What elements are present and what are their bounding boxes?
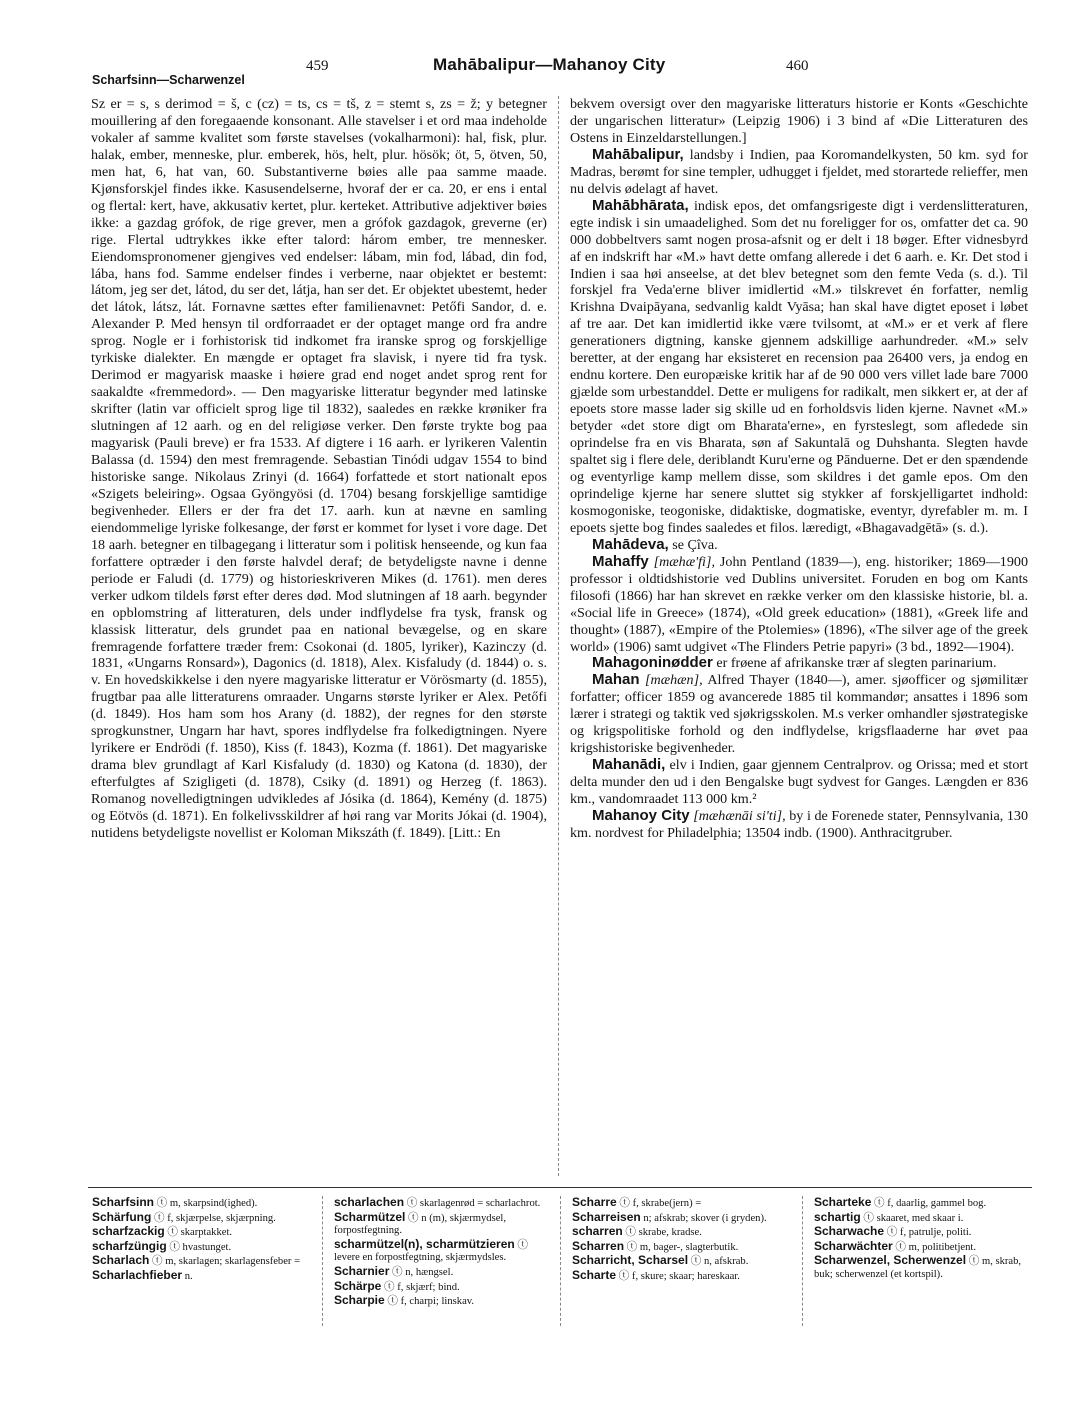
entry-headword: Mahagoninødder — [592, 654, 713, 672]
glossary-item — [92, 1254, 304, 1269]
glossary-definition: ⓣ f, patrulje, politi. — [884, 1227, 972, 1239]
glossary-item — [814, 1240, 1032, 1255]
footer-divider — [322, 1196, 323, 1326]
glossary-definition: ⓣ n, hængsel. — [389, 1266, 454, 1278]
glossary-item — [572, 1211, 792, 1226]
glossary-headword: scharren — [572, 1224, 623, 1239]
right-column-intro: bekvem oversigt over den magyariske litteraturs historie er Konts «Geschichte der ungarischen litteratur» (Leipzig 1906) i 3 bind af «Die Litteraturen des Ostens in Einzeldarstellungen.] — [570, 96, 1028, 146]
glossary-item — [572, 1269, 792, 1284]
left-column-text: Sz er = s, s derimod = š, c (cz) = ts, cs = tš, z = stemt s, zs = ž; y betegner mouillering af den foregaaende konsonant. Alle stavelser i et ord maa indeholde vokaler af samme kvalitet som første stavelses (vokalharmoni): hal, fisk, plur. halak, ember, menneske, plur. emberek, hös, helt, plur. hösök; öt, 5, ötven, 50, men hat, 6, hat van, 60. Substantiverne bøies alle paa samme maade. Kjønsforskjel findes ikke. Kasusendelserne, hvoraf der er ca. 20, er ens i ental og flertal: kert, have, akkusativ kertet, plur. kerteket. Attributive adjektiver bøies ikke: a gazdag grófok, de rige grever, men a grófok gazdagok, greverne (er) rige. Flertal udtrykkes ikke efter talord: három ember, tre mennesker. Eiendomspronomener gjengives ved endelser: lábam, min fod, lábad, din fod, lába, hans fod. Samme endelser findes i verberne, naar objektet er bestemt: látom, jeg ser det, látod, du ser det, látja, han ser det. Er objektet ubestemt, heder det látok, látsz, lát. Fornavne sættes efter familienavnet: Petőfi Sandor, d. e. Alexander P. Med hensyn til ordforraadet er der optaget mange ord fra andre sprog. Nogle er i forhistorisk tid indkomet fra iranske sprog og forskjellige tyrkiske dialekter. En mængde er optaget fra slavisk, i nyere tid fra tysk. Derimod er magyarisk maaske i høiere grad end noget andet sprog rent for saakaldte «fremmedord». — Den magyariske litteratur begynder med latinske skrifter (latin var officielt sprog lige til 1832), saaledes en række krøniker fra slutningen af 12 aarh. og en del religiøse verker. Den første trykte bog paa magyarisk (Pauli breve) er fra 1533. Af digtere i 16 aarh. er lyrikeren Valentin Balassa (d. 1594) den mest fremragende. Sebastian Tinódi udgav 1554 to bind historiske sange. Nikolaus Zrinyi (d. 1664) forfattede et stort nationalt epos «Szigets beleiring». Ogsaa Gyöngyösi (d. 1704) besang forskjellige samtidige begivenheder. Ellers er der fra det 17. aarh. kun at nævne en samling eiendommelige lyriske folkesange, der først er kommet for lyset i vore dage. Det 18 aarh. betegner en tilbagegang i litteratur som i politisk henseende, og kun faa forfattere optræder i den første halvdel deraf; de betydeligste navne i denne periode er Faludi (d. 1779) og historieskriveren Mikes (d. 1761). men deres verker udkom tildels først efter deres død. Mod slutningen af 18 aarh. begynder en opblomstring af litteraturen, dels under indflydelse fra tysk, fransk og klassisk litteratur, dels grundet paa en national bevægelse, og en skare fremragende forfattere træder frem: Csokonai (d. 1805, lyriker), Kazinczy (d. 1831, «Ungarns Ronsard»), Dagonics (d. 1818), Alex. Kisfaludy (d. 1844) o. s. v. En hovedskikkelse i den nyere magyariske litteratur er Vörösmarty (d. 1855), frugtbar paa alle litteraturens omraader. Ungarns største lyriker er Alex. Petőfi (d. 1849). Hos ham som hos Arany (d. 1882), der regnes for den største sprogkunstner, Ungarn har havt, spores indflydelse fra folkedigtningen. Nyere lyrikere er Endrödi (f. 1850), Kiss (f. 1843), Kozma (f. 1861). Det magyariske drama blev grundlagt af Karl Kisfaludy (d. 1830) og Katona (d. 1830), der efterfulgtes af Szigligeti (d. 1878), Csiky (d. 1891) og Herzeg (f. 1863). Romanog novelledigtningen udvikledes af Jósika (d. 1864), Kemény (d. 1875) og Eötvös (d. 1871). En folkelivsskildrer af høi rang var Morits Jókai (d. 1904), nutidens betydeligste novellist er Koloman Mikszáth (f. 1849). [Litt.: En — [91, 96, 547, 841]
glossary-item — [92, 1225, 304, 1240]
entry-list — [570, 147, 1028, 842]
entry-headword: Mahaffy — [592, 552, 649, 570]
entry-headword: Mahanādi, — [592, 756, 666, 774]
glossary-definition: ⓣ skarptakket. — [164, 1227, 233, 1239]
entry-headword: Mahan — [592, 671, 640, 689]
entry-pronunciation: [mæhæ'fi], — [648, 553, 715, 570]
glossary-headword: schartig — [814, 1209, 861, 1224]
glossary-definition: ⓣ m, bager-, slagterbutik. — [624, 1241, 739, 1253]
footer-divider — [560, 1196, 561, 1326]
glossary-item — [92, 1211, 304, 1226]
glossary-item — [572, 1225, 792, 1240]
glossary-definition: ⓣ levere en forpostfegtning, skjærmydsles. — [334, 1239, 528, 1264]
glossary-item — [92, 1196, 304, 1211]
glossary-item — [334, 1196, 552, 1211]
glossary-headword: Scharnier — [334, 1263, 390, 1278]
glossary-item — [334, 1280, 552, 1295]
glossary-definition: ⓣ f, daarlig, gammel bog. — [871, 1198, 987, 1209]
glossary-definition: ⓣ f, skjærf; bind. — [381, 1281, 460, 1293]
column-divider — [558, 96, 559, 1176]
footer-column-4 — [814, 1196, 1032, 1282]
glossary-headword: Schärpe — [334, 1278, 382, 1293]
page-number-left: 459 — [306, 58, 329, 74]
glossary-headword: Scharren — [572, 1238, 625, 1253]
dictionary-entry — [570, 554, 1028, 656]
glossary-definition: ⓣ m, skarlagen; skarlagensfeber = — [149, 1256, 301, 1268]
footer-divider — [802, 1196, 803, 1326]
footer-rule — [88, 1187, 1032, 1188]
entry-headword: Mahanoy City — [592, 807, 690, 825]
glossary-definition: ⓣ skrabe, kradse. — [622, 1227, 702, 1239]
glossary-item — [334, 1238, 552, 1265]
dictionary-entry — [570, 808, 1028, 842]
glossary-item — [92, 1240, 304, 1255]
dictionary-entry — [570, 198, 1028, 537]
right-column — [570, 96, 1028, 842]
entry-text: by i de Forenede stater, Pennsylvania, 130 km. nordvest for Philadelphia; 13504 indb. (1900). Anthracitgruber. — [570, 808, 1028, 841]
glossary-definition: ⓣ hvastunget. — [166, 1241, 232, 1253]
glossary-definition: ⓣ n (m), skjærmydsel, forpostfegtning. — [334, 1212, 506, 1237]
glossary-headword: Scharfsinn — [92, 1195, 155, 1209]
glossary-headword: Scharre — [572, 1195, 617, 1209]
dictionary-entry — [570, 757, 1028, 808]
entry-headword: Mahābhārata, — [592, 196, 689, 214]
entry-text: John Pentland (1839—), eng. historiker; 1869—1900 professor i oldtidshistorie ved Dublins universitet. Foruden en bog om Kants filosofi (1866) har han skrevet en række verker om den klassiske historie, bl. a. «Social life in Greece» (1874), «Old greek education» (1881), «Greek life and thought» (1887), «Empire of the Ptolemies» (1896), «The silver age of the greek world» (1906) samt udgivet «The Flinders Petrie papyri» (3 bd., 1892—1904). — [570, 553, 1028, 655]
glossary-item — [814, 1254, 1032, 1281]
glossary-headword: Scharpie — [334, 1293, 385, 1308]
entry-text: Alfred Thayer (1840—), amer. sjøofficer og sjømilitær forfatter; officer 1859 og avancerede 1885 til kommandør; ansattes i 1896 som lærer i strategi og taktik ved sjøkrigsskolen. M.s verker omhandler sjøstrategiske og krigspolitiske forhold og den indflydelse, krigsflaaderne har øvet paa krigshistoriske begivenheder. — [570, 672, 1028, 757]
glossary-headword: Scharteke — [814, 1195, 872, 1209]
glossary-item — [572, 1196, 792, 1211]
glossary-headword: Scharwenzel, Scherwenzel — [814, 1253, 967, 1268]
glossary-headword: Scharricht, Scharsel — [572, 1253, 689, 1268]
glossary-headword: Scharmützel — [334, 1209, 406, 1224]
glossary-item — [572, 1254, 792, 1269]
glossary-definition: ⓣ skaaret, med skaar i. — [860, 1212, 964, 1224]
dictionary-entry — [570, 147, 1028, 198]
glossary-definition: ⓣ m, skrab, buk; scherwenzel (et kortspil). — [814, 1256, 1022, 1280]
glossary-definition: ⓣ n, afskrab. — [688, 1256, 749, 1268]
glossary-item — [572, 1240, 792, 1255]
glossary-item — [92, 1269, 304, 1284]
page-title: Mahābalipur—Mahanoy City — [433, 55, 666, 74]
entry-text: landsby i Indien, paa Koromandelkysten, 50 km. syd for Madras, berømt for sine templer, udhugget i fjeldet, med storartede relieffer, men nu delvis ødelagt af havet. — [570, 146, 1028, 197]
footer-column-1 — [92, 1196, 304, 1284]
footer-column-3 — [572, 1196, 792, 1284]
dictionary-entry — [570, 672, 1028, 757]
entry-headword: Mahābalipur, — [592, 145, 684, 163]
glossary-item — [334, 1294, 552, 1309]
glossary-headword: Scharwache — [814, 1224, 885, 1239]
entry-headword: Mahādeva, — [592, 535, 669, 553]
entry-text: er frøene af afrikanske trær af slegten parinarium. — [712, 655, 997, 672]
entry-text: indisk epos, det omfangsrigeste digt i verdenslitteraturen, egte indisk i sin umaadelighed. Som det nu foreligger for os, omfatter det ca. 90 000 dobbeltvers samt nogen prosa-afsnit og er delt i 18 bøger. Efter vidnesbyrd af en indskrift har «M.» havt dette omfang allerede i det 6 aarh. e. Kr. Det stod i Indien i saa høi anseelse, at det blev betegnet som den femte Veda (s. d.). Til forskjel fra Veda'erne bliver imidlertid «M.» tilskrevet én forfatter, nemlig Krishna Dvaipāyana, sedvanlig kaldt Vyāsa; han skal have digtet eposet i løbet af tre aar. Det kan imidlertid ikke være tvilsomt, at «M.» er et verk af flere generationers digtning, kanske gjennem adskillige aarhundreder. «M.» selv beretter, at der engang har eksisteret en recension paa 26400 vers, ja endog en endnu kortere. Den europæiske kritik har af de 90 000 vers villet lade bare 7000 gjælde som urbestanddel. Dette er muligens for radikalt, men sikkert er, at der af epoets store masse lader sig skille ud en forholdsvis liden kjerne. Navnet «M.» betyder «det store digt om Bharata'erne», en fyrsteslegt, som afledede sin oprindelse fra en vis Bharata, søn af Sakuntalā og Duhshanta. Slegten havde spaltet sig i flere dele, deriblandt Kuru'erne og Pānduerne. Det er den spændende og eventyrlige kamp mellem disse, som skildres i det gamle epos. Om den oprindelige kjerne har senere sluttet sig stykker af forskjelligartet indhold: kosmogoniske, teogoniske, didaktiske, dogmatiske, eventyr, dyrefabler m. m. I epoets sjette bog findes saaledes et filos. læredigt, «Bhagavadgētā» (s. d.). — [570, 197, 1028, 536]
glossary-headword: Scharte — [572, 1267, 617, 1282]
page-number-right: 460 — [786, 58, 809, 74]
glossary-item — [814, 1211, 1032, 1226]
glossary-definition: n; afskrab; skover (i gryden). — [640, 1212, 767, 1224]
glossary-definition: ⓣ skarlagenrød = scharlachrot. — [404, 1198, 541, 1209]
glossary-definition: ⓣ f, skjærpelse, skjærpning. — [151, 1212, 276, 1224]
left-column — [91, 96, 547, 842]
entry-pronunciation: [mæhænāi si'ti], — [689, 808, 786, 825]
glossary-headword: scharfzackig — [92, 1224, 165, 1239]
glossary-item — [814, 1196, 1032, 1211]
glossary-definition: ⓣ m, politibetjent. — [892, 1241, 976, 1253]
glossary-item — [814, 1225, 1032, 1240]
footer-column-2 — [334, 1196, 552, 1309]
glossary-definition: n. — [182, 1270, 193, 1282]
glossary-headword: Schärfung — [92, 1209, 152, 1224]
glossary-definition: ⓣ f, charpi; linskav. — [384, 1296, 475, 1308]
dictionary-entry — [570, 655, 1028, 672]
glossary-definition: ⓣ f, skure; skaar; hareskaar. — [616, 1270, 740, 1282]
glossary-headword: scharlachen — [334, 1195, 405, 1209]
page-subheader: Scharfsinn—Scharwenzel — [92, 73, 245, 87]
entry-text: se Çîva. — [668, 536, 718, 553]
entry-text: elv i Indien, gaar gjennem Centralprov. og Orissa; med et stort delta munder den ud i den Bengalske bugt sydvest for Ganges. Længden er 836 km., vandomraadet 113 000 km.² — [570, 757, 1028, 808]
glossary-headword: Scharlachfieber — [92, 1267, 183, 1282]
glossary-headword: Scharlach — [92, 1253, 150, 1268]
glossary-headword: Scharreisen — [572, 1209, 641, 1224]
glossary-headword: scharfzüngig — [92, 1238, 167, 1253]
glossary-item — [334, 1211, 552, 1238]
glossary-headword: scharmützel(n), scharmützieren — [334, 1236, 515, 1251]
glossary-item — [334, 1265, 552, 1280]
entry-pronunciation: [mæhæn], — [639, 672, 703, 689]
glossary-definition: ⓣ m, skarpsind(ighed). — [154, 1198, 258, 1209]
glossary-definition: ⓣ f, skrabe(jern) = — [616, 1198, 702, 1209]
dictionary-entry — [570, 537, 1028, 554]
glossary-headword: Scharwächter — [814, 1238, 893, 1253]
